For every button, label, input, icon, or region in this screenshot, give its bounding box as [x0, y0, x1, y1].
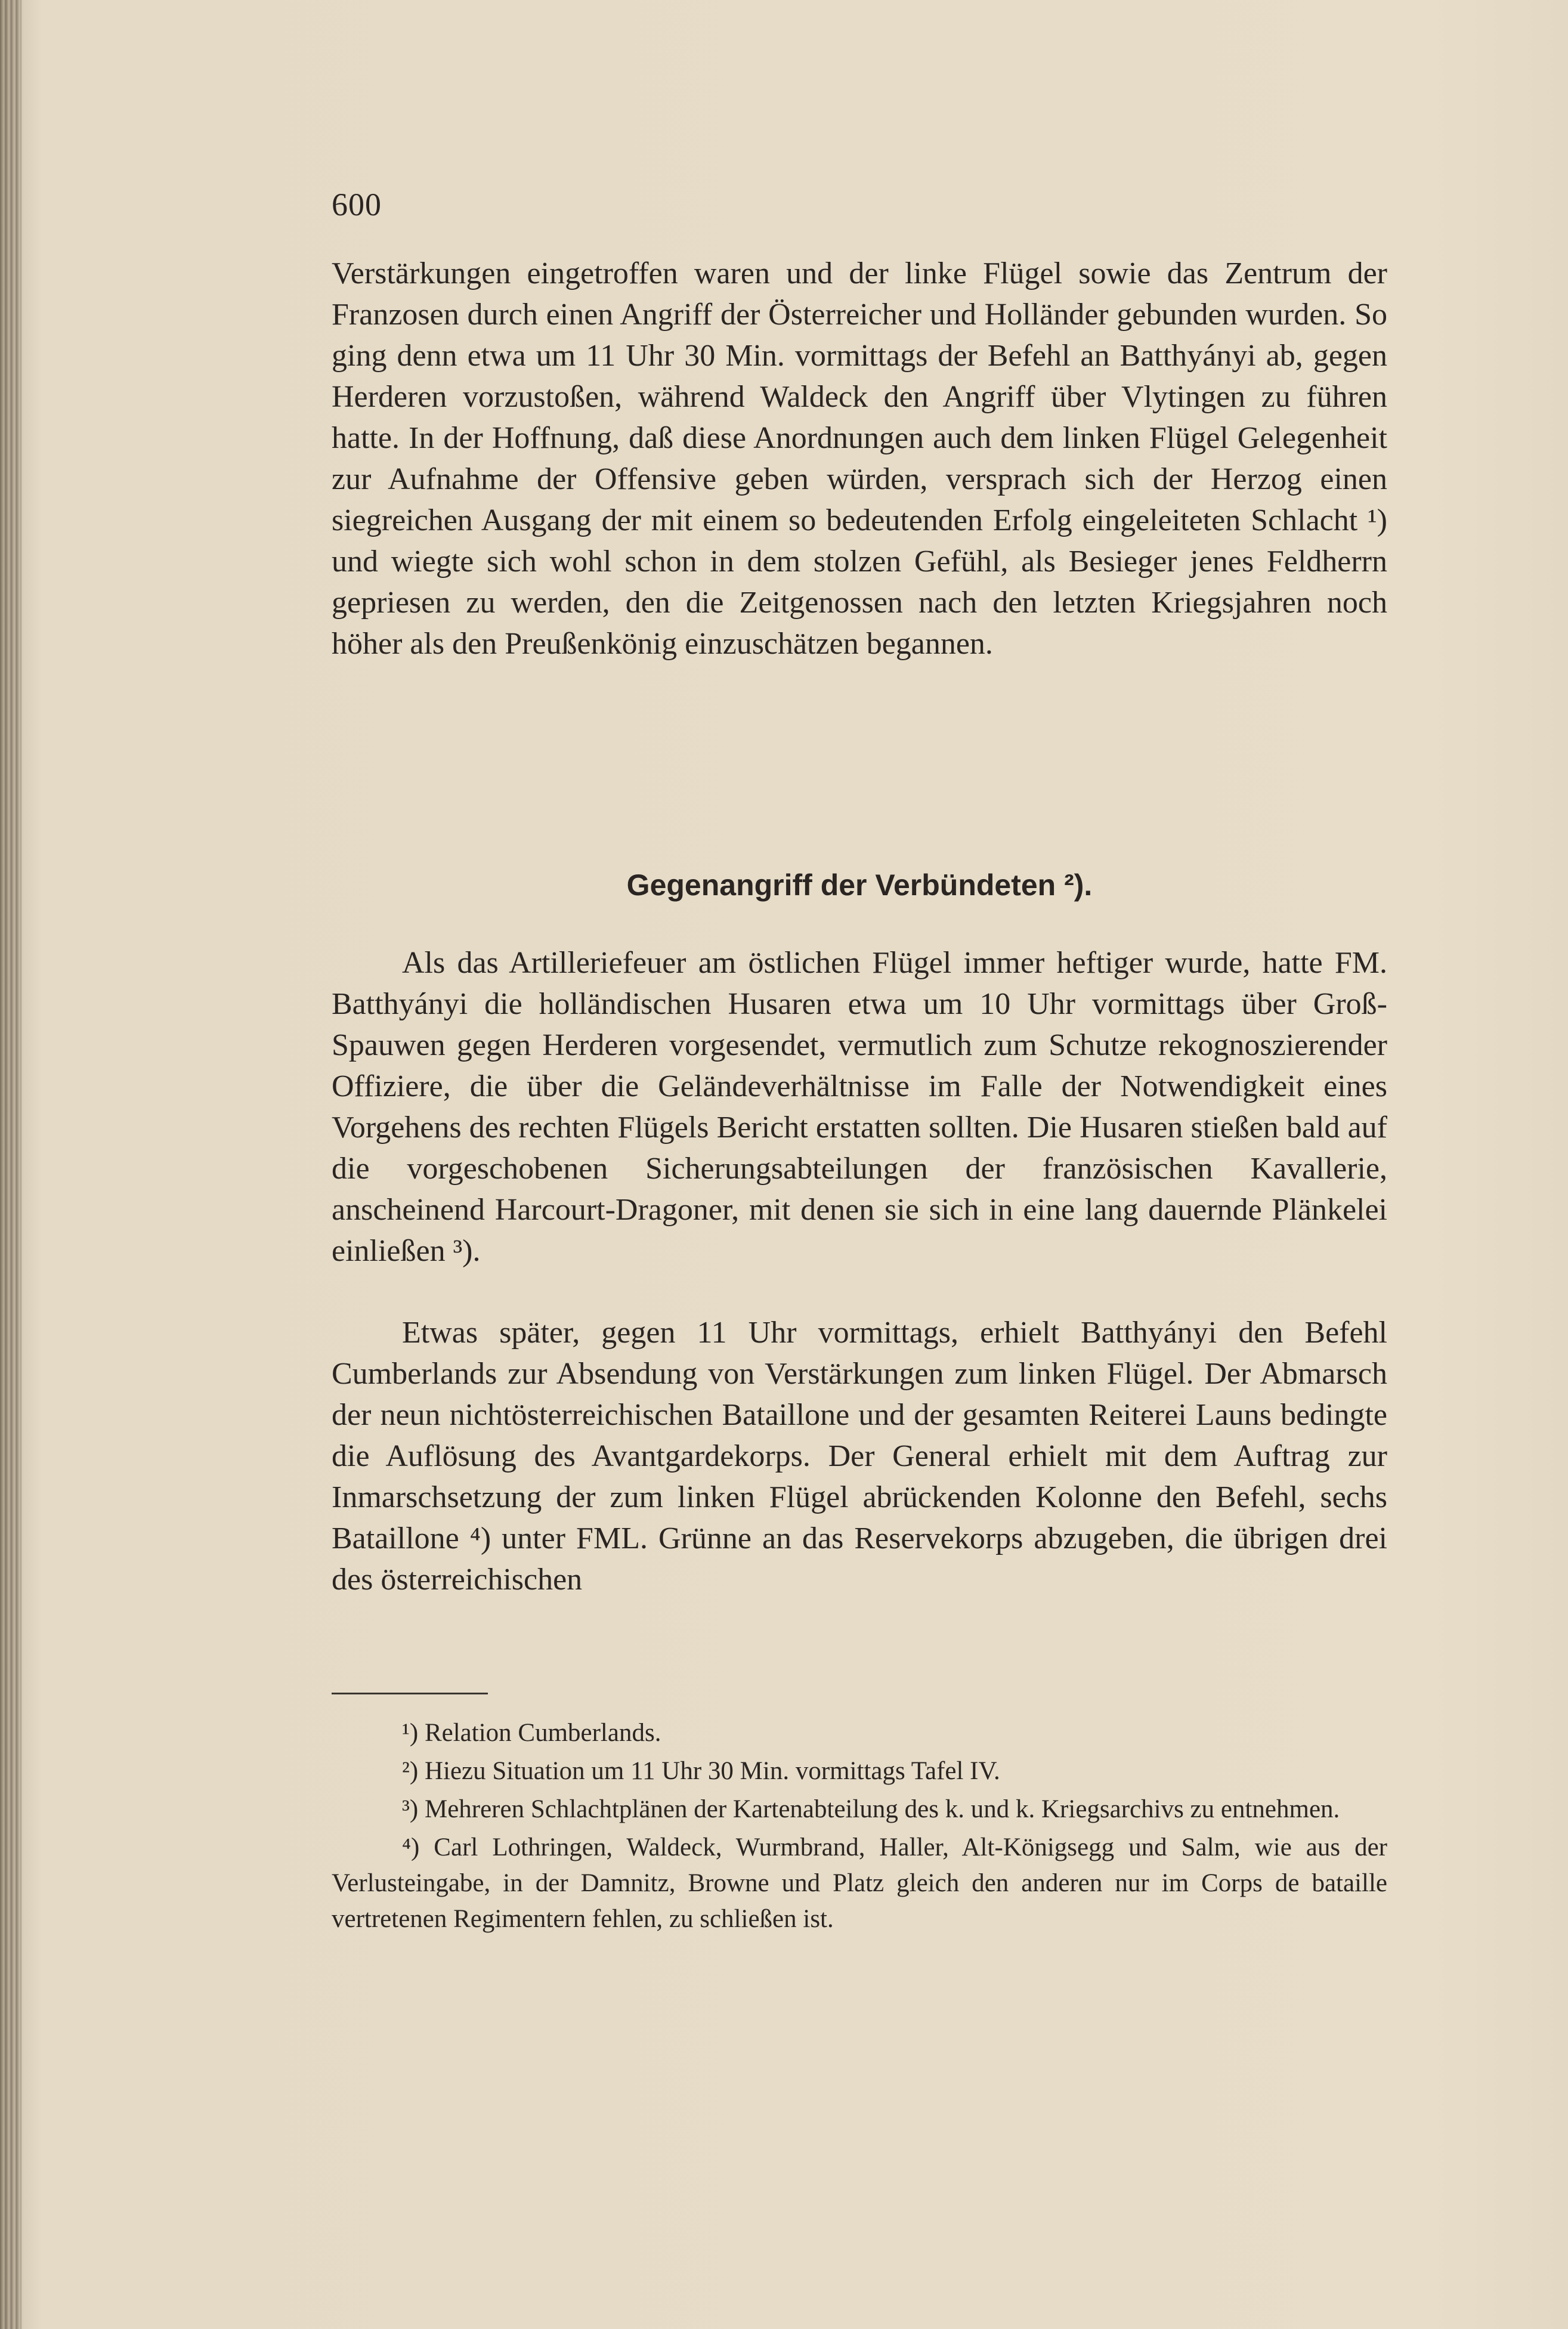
footnote-1: ¹) Relation Cumberlands. [402, 1719, 661, 1747]
paragraph-1: Verstärkungen eingetroffen waren und der linke Flügel sowie das Zentrum der Franzosen durch einen Angriff der Österreicher und Holländer gebunden wurden. So ging denn etwa um 11 Uhr 30 Min. vormittags der Befehl an Batthyányi ab, gegen Herderen vorzustoßen, während Waldeck den Angriff über Vlytingen zu führen hatte. In der Hoffnung, daß diese Anordnungen auch dem linken Flügel Gelegenheit zur Aufnahme der Offensive geben würden, versprach sich der Herzog einen siegreichen Ausgang der mit einem so bedeutenden Erfolg eingeleiteten Schlacht ¹) und wiegte sich wohl schon in dem stolzen Gefühl, als Besieger jenes Feldherrn gepriesen zu werden, den die Zeitgenossen nach den letzten Kriegsjahren noch höher als den Preußenkönig einzuschätzen begannen. [332, 256, 1387, 661]
footnote-3: ³) Mehreren Schlachtplänen der Kartenabteilung des k. und k. Kriegsarchivs zu entnehmen. [402, 1795, 1340, 1823]
paragraph-2: Als das Artilleriefeuer am östlichen Flügel immer heftiger wurde, hatte FM. Batthyányi die holländischen Husaren etwa um 10 Uhr vormittags über Groß-Spauwen gegen Herderen vorgesendet, vermutlich zum Schutze rekognoszierender Offiziere, die über die Geländeverhältnisse im Falle der Notwendigkeit eines Vorgehens des rechten Flügels Bericht erstatten sollten. Die Husaren stießen bald auf die vorgeschobenen Sicherungsabteilungen der französischen Kavallerie, anscheinend Harcourt-Dragoner, mit denen sie sich in eine lang dauernde Plänkelei einließen ³). [332, 946, 1387, 1268]
footnote-4: ⁴) Carl Lothringen, Waldeck, Wurmbrand, Haller, Alt-Königsegg und Salm, wie aus der Verlusteingabe, in der Damnitz, Browne und Platz gleich den anderen nur im Corps de bataille vertretenen Regimentern fehlen, zu schließen ist. [332, 1833, 1387, 1933]
footnotes [332, 1715, 1387, 1940]
footnote-separator [332, 1693, 488, 1694]
page-number: 600 [332, 187, 382, 222]
book-spine-edge [0, 0, 21, 2329]
paragraph-3: Etwas später, gegen 11 Uhr vormittags, erhielt Batthyányi den Befehl Cumberlands zur Absendung von Verstärkungen zum linken Flügel. Der Abmarsch der neun nichtösterreichischen Bataillone und der gesamten Reiterei Launs bedingte die Auflösung des Avantgardekorps. Der General erhielt mit dem Auftrag zur Inmarschsetzung der zum linken Flügel abrückenden Kolonne den Befehl, sechs Bataillone ⁴) unter FML. Grünne an das Reservekorps abzugeben, die übrigen drei des österreichischen [332, 1316, 1387, 1597]
footnote-2: ²) Hiezu Situation um 11 Uhr 30 Min. vormittags Tafel IV. [402, 1757, 1000, 1785]
section-heading: Gegenangriff der Verbündeten ²). [626, 868, 1093, 902]
